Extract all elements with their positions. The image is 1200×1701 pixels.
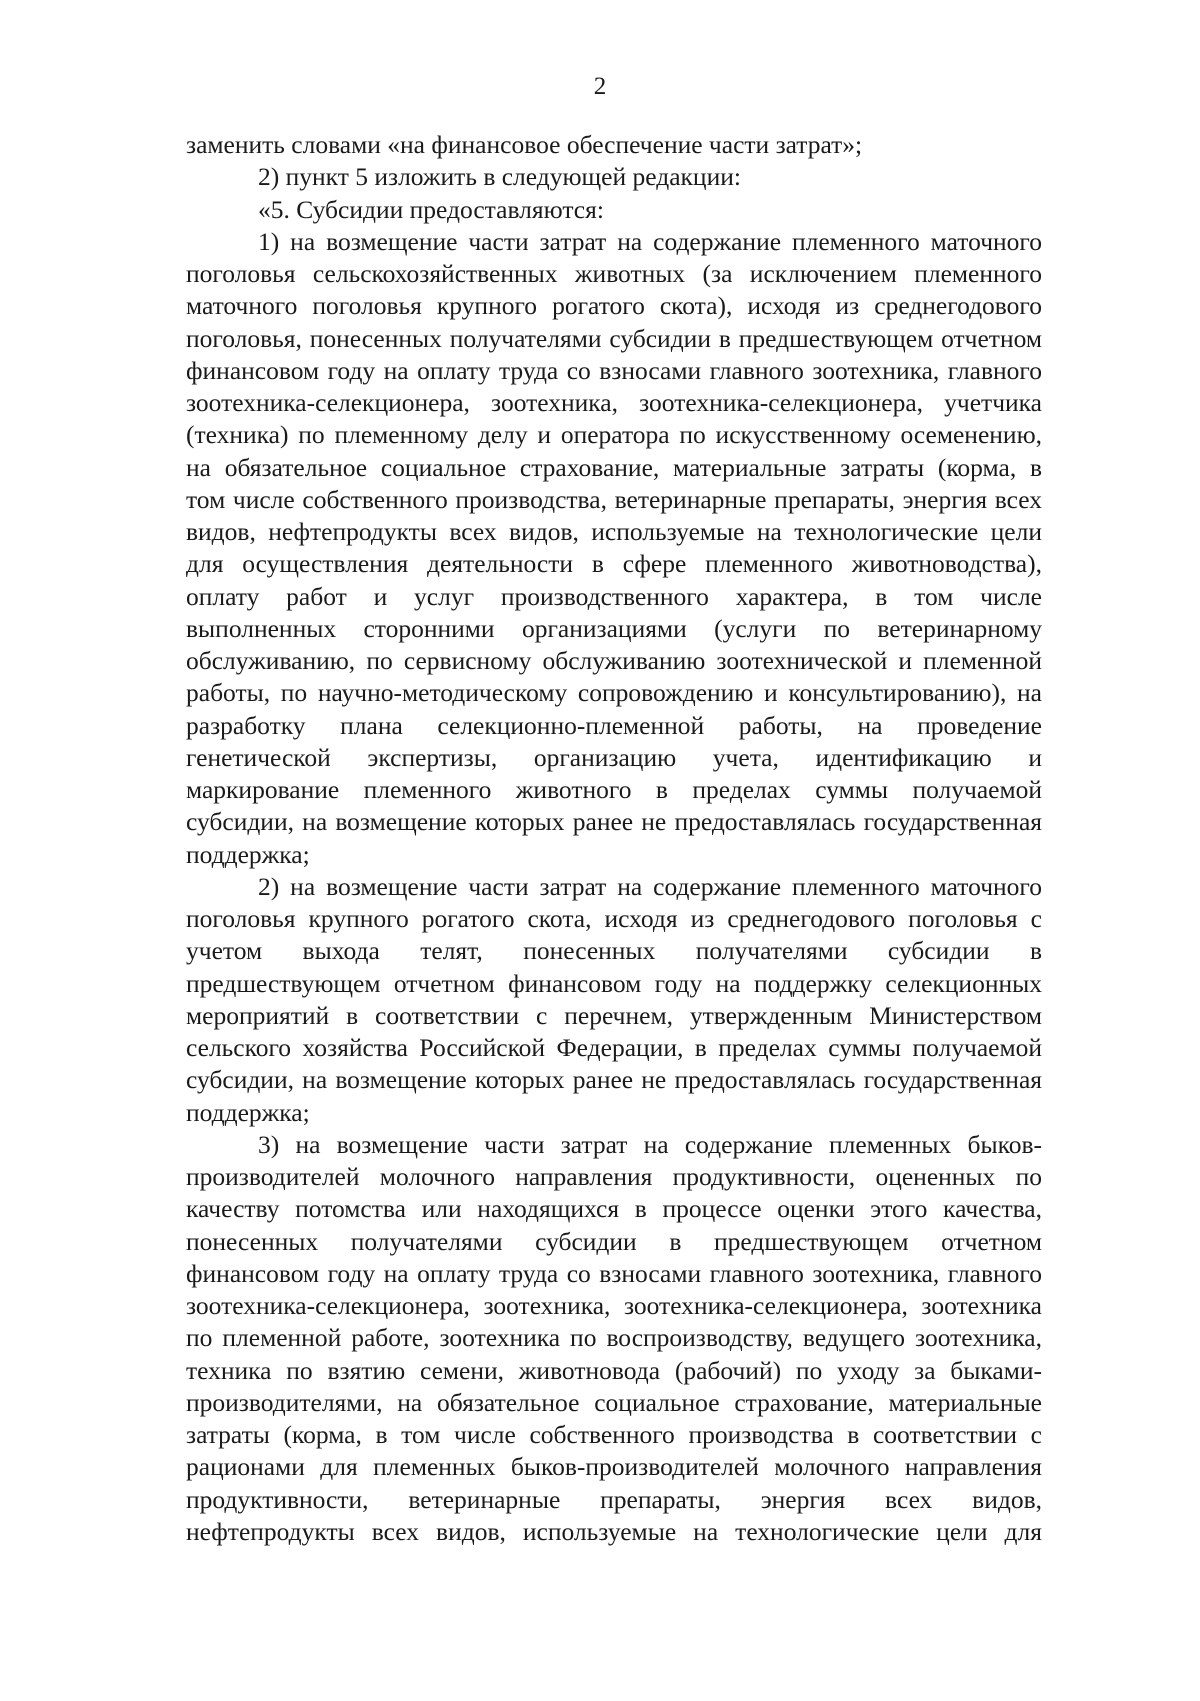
text-line: оплату работ и услуг производственного характера, в том числе: [186, 581, 1042, 611]
text-line: сельского хозяйства Российской Федерации, в пределах суммы получаемой: [186, 1033, 1042, 1062]
text-line: зоотехника-селекционера, зоотехника, зоотехника-селекционера, учетчика: [186, 388, 1042, 417]
text-line: затраты (корма, в том числе собственного производства в соответствии с: [186, 1420, 1042, 1449]
text-line: производителями, на обязательное социальное страхование, материальные: [186, 1387, 1042, 1417]
text-line: зоотехника-селекционера, зоотехника, зоотехника-селекционера, зоотехника: [186, 1291, 1042, 1320]
text-line: качеству потомства или находящихся в процессе оценки этого качества,: [186, 1194, 1042, 1224]
text-line: рационами для племенных быков-производителей молочного направления: [186, 1452, 1042, 1482]
document-body: [186, 129, 1042, 1548]
text-line: поголовья крупного рогатого скота, исходя из среднегодового поголовья с: [186, 904, 1042, 933]
text-line: финансовом году на оплату труда со взносами главного зоотехника, главного: [186, 1258, 1042, 1288]
text-line: финансовом году на оплату труда со взносами главного зоотехника, главного: [186, 355, 1042, 385]
text-line: «5. Субсидии предоставляются:: [258, 194, 604, 224]
text-line: 1) на возмещение части затрат на содержание племенного маточного: [258, 226, 1042, 256]
text-line: субсидии, на возмещение которых ранее не предоставлялась государственная: [186, 807, 1042, 837]
text-line: обслуживанию, по сервисному обслуживанию зоотехнической и племенной: [186, 646, 1042, 675]
text-line: поддержка;: [186, 1097, 310, 1127]
text-line: (техника) по племенному делу и оператора по искусственному осеменению,: [186, 420, 1042, 450]
page-number: 2: [593, 73, 607, 100]
text-line: видов, нефтепродукты всех видов, используемые на технологические цели: [186, 517, 1042, 546]
text-line: 3) на возмещение части затрат на содержание племенных быков-: [258, 1129, 1042, 1159]
text-line: на обязательное социальное страхование, материальные затраты (корма, в: [186, 452, 1042, 482]
text-line: разработку плана селекционно-племенной работы, на проведение: [186, 710, 1042, 740]
text-line: учетом выхода телят, понесенных получателями субсидии в: [186, 936, 1042, 966]
text-line: субсидии, на возмещение которых ранее не предоставлялась государственная: [186, 1065, 1042, 1095]
text-line: генетической экспертизы, организацию учета, идентификацию и: [186, 742, 1042, 772]
text-line: техника по взятию семени, животновода (рабочий) по уходу за быками-: [186, 1355, 1042, 1385]
text-line: для осуществления деятельности в сфере племенного животноводства),: [186, 549, 1042, 579]
text-line: продуктивности, ветеринарные препараты, энергия всех видов,: [186, 1484, 1042, 1514]
text-line: производителей молочного направления продуктивности, оцененных по: [186, 1162, 1042, 1191]
text-line: поголовья сельскохозяйственных животных (за исключением племенного: [186, 259, 1042, 288]
text-line: предшествующем отчетном финансовом году на поддержку селекционных: [186, 968, 1042, 998]
text-line: нефтепродукты всех видов, используемые на технологические цели для: [186, 1516, 1042, 1546]
text-line: заменить словами «на финансовое обеспечение части затрат»;: [186, 130, 863, 159]
text-line: маркирование племенного животного в пределах суммы получаемой: [186, 775, 1042, 804]
text-line: работы, по научно-методическому сопровождению и консультированию), на: [186, 678, 1042, 708]
text-line: 2) пункт 5 изложить в следующей редакции:: [258, 162, 741, 192]
text-line: том числе собственного производства, ветеринарные препараты, энергия всех: [186, 484, 1042, 514]
text-line: 2) на возмещение части затрат на содержание племенного маточного: [258, 871, 1042, 901]
text-line: понесенных получателями субсидии в предшествующем отчетном: [186, 1226, 1042, 1256]
text-line: мероприятий в соответствии с перечнем, утвержденным Министерством: [186, 1000, 1042, 1030]
text-line: маточного поголовья крупного рогатого скота), исходя из среднегодового: [186, 291, 1042, 321]
text-line: поддержка;: [186, 839, 310, 869]
text-line: поголовья, понесенных получателями субсидии в предшествующем отчетном: [186, 323, 1042, 353]
text-line: по племенной работе, зоотехника по воспроизводству, ведущего зоотехника,: [186, 1323, 1042, 1353]
text-line: выполненных сторонними организациями (услуги по ветеринарному: [186, 613, 1042, 643]
